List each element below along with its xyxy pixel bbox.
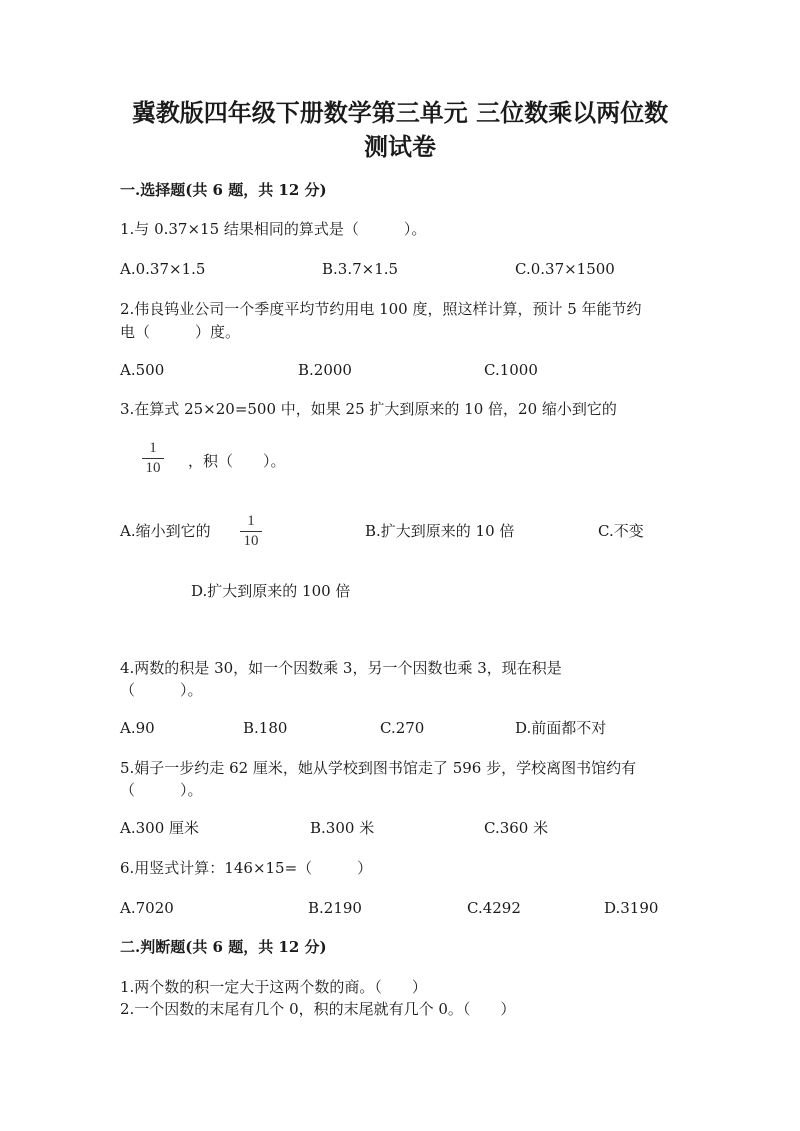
- fraction-denominator: 10: [243, 533, 259, 549]
- question-5-option-c: C.360 米: [484, 819, 549, 837]
- page-title-line2: 测试卷: [364, 132, 436, 161]
- question-1-option-c: C.0.37×1500: [515, 260, 615, 278]
- fraction-bar: [240, 531, 262, 532]
- question-2-option-a: A.500: [120, 361, 165, 379]
- question-4-stem-line2: （ ）。: [120, 681, 203, 699]
- question-6-option-d: D.3190: [604, 899, 659, 917]
- judgement-1: 1.两个数的积一定大于这两个数的商。（ ）: [120, 978, 427, 996]
- question-6-option-b: B.2190: [308, 899, 362, 917]
- question-6-option-a: A.7020: [120, 899, 174, 917]
- question-4-stem-line1: 4.两数的积是 30，如一个因数乘 3，另一个因数也乘 3，现在积是: [120, 659, 562, 677]
- question-3-stem-tail: ，积（ ）。: [188, 452, 286, 470]
- question-6-stem: 6.用竖式计算：146×15=（ ）: [120, 859, 373, 877]
- question-5-option-b: B.300 米: [310, 819, 375, 837]
- fraction-denominator: 10: [145, 460, 161, 476]
- question-5-stem-line1: 5.娟子一步约走 62 厘米，她从学校到图书馆走了 596 步，学校离图书馆约有: [120, 759, 637, 777]
- question-3-option-c: C.不变: [598, 522, 644, 540]
- question-3-option-d: D.扩大到原来的 100 倍: [191, 582, 351, 600]
- fraction-numerator: 1: [149, 440, 157, 456]
- question-4-option-b: B.180: [243, 719, 288, 737]
- question-6-option-c: C.4292: [467, 899, 521, 917]
- fraction-bar: [142, 458, 164, 459]
- question-4-option-a: A.90: [120, 719, 155, 737]
- question-2-stem-line2: 电（ ）度。: [120, 323, 241, 341]
- question-3-option-b: B.扩大到原来的 10 倍: [365, 522, 515, 540]
- question-1-option-b: B.3.7×1.5: [322, 260, 399, 278]
- question-2-stem-line1: 2.伟良钨业公司一个季度平均节约用电 100 度，照这样计算，预计 5 年能节约: [120, 300, 642, 318]
- question-4-option-d: D.前面都不对: [515, 719, 607, 737]
- page-title-line1: 冀教版四年级下册数学第三单元 三位数乘以两位数: [131, 98, 669, 127]
- question-3-stem: 3.在算式 25×20=500 中，如果 25 扩大到原来的 10 倍，20 缩小到它的: [120, 400, 617, 418]
- question-2-option-b: B.2000: [298, 361, 352, 379]
- fraction-numerator: 1: [247, 513, 255, 529]
- question-4-option-c: C.270: [380, 719, 425, 737]
- judgement-2: 2.一个因数的末尾有几个 0，积的末尾就有几个 0。（ ）: [120, 1000, 516, 1018]
- question-1-stem: 1.与 0.37×15 结果相同的算式是（ ）。: [120, 220, 427, 238]
- question-1-option-a: A.0.37×1.5: [120, 260, 206, 278]
- question-2-option-c: C.1000: [484, 361, 538, 379]
- question-3-option-a: A.缩小到它的: [120, 522, 211, 540]
- section-heading-judgement: 二.判断题(共 6 题，共 12 分): [120, 938, 327, 956]
- section-heading-choice: 一.选择题(共 6 题，共 12 分): [120, 181, 327, 199]
- question-5-option-a: A.300 厘米: [120, 819, 199, 837]
- question-3-fraction: [140, 440, 166, 477]
- question-3-option-a-fraction: [238, 513, 264, 550]
- question-5-stem-line2: （ ）。: [120, 781, 203, 799]
